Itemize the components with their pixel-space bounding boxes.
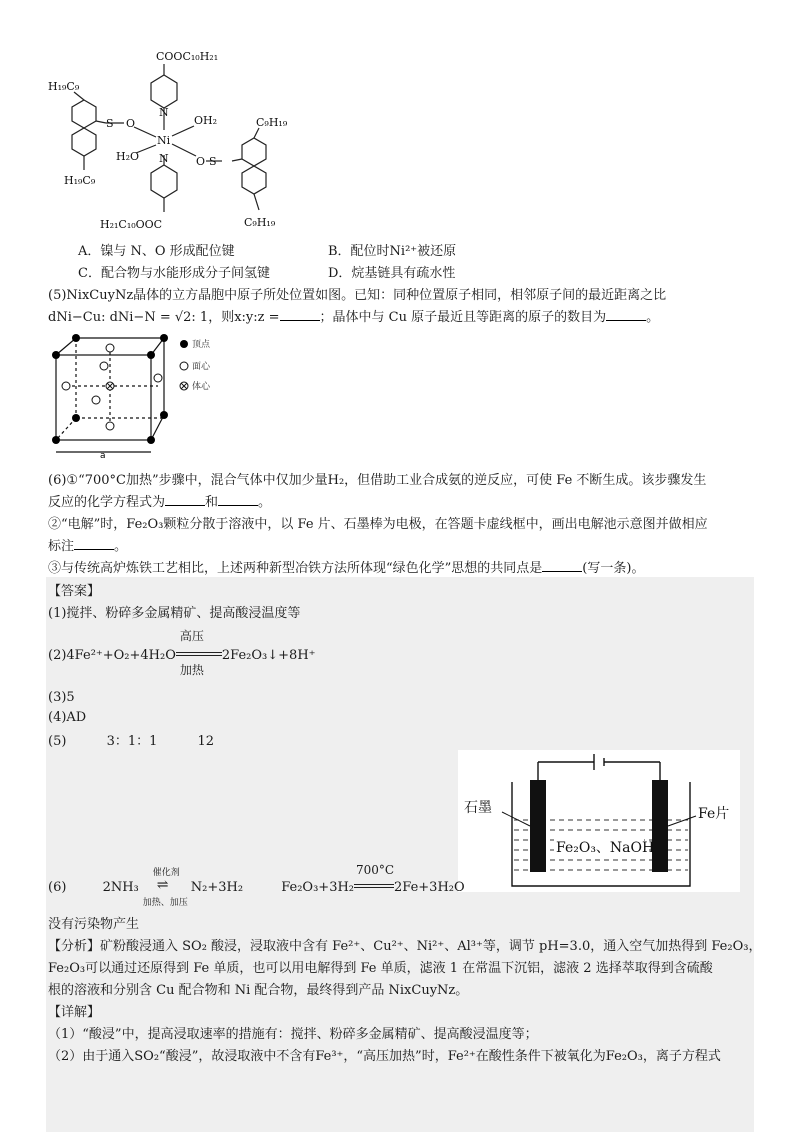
option-b: B．配位时Ni²⁺被还原	[328, 244, 457, 259]
label-bottom-ester: H₂₁C₁₀OOC	[100, 218, 163, 231]
label-h2o: H₂O	[116, 150, 140, 163]
detail-header: 【详解】	[48, 1005, 101, 1020]
q5-blank-count	[606, 308, 646, 321]
q6-label: 标注	[48, 539, 75, 554]
answer-6-eq1-cond-bottom: 加热、加压	[142, 897, 188, 908]
q5-line1: (5)NixCuyNz晶体的立方晶胞中原子所处位置如图。已知：同种位置原子相同，相邻原子间的最近距离之比	[48, 288, 667, 303]
answer-6-num: (6)	[48, 880, 67, 895]
q6-line1: (6)①“700°C加热”步骤中，混合气体中仅加少量H₂，但借助工业合成氨的逆反应，可使 Fe 不断生成。该步骤发生	[48, 473, 707, 488]
answer-green: 没有污染物产生	[48, 917, 140, 932]
label-tl: H₁₉C₉	[48, 80, 80, 93]
q6-line4	[48, 535, 127, 554]
unit-cell-diagram	[44, 330, 244, 460]
answer-6-eq2-left: Fe₂O₃+3H₂	[281, 880, 355, 895]
q6-line5	[48, 557, 644, 576]
cell-solution-label: Fe₂O₃、NaOH	[556, 840, 655, 856]
answer-2-cond-top: 高压	[179, 628, 204, 643]
analysis-line3: 根的溶液和分别含 Cu 配合物和 Ni 配合物，最终得到产品 NixCuyNz。	[48, 983, 469, 998]
answer-2-right: 2Fe₂O₃↓+8H⁺	[221, 648, 316, 663]
detail-2: （2）由于通入SO₂“酸浸”，故浸取液中不含有Fe³⁺，“高压加热”时，Fe²⁺在酸性条件下被氧化为Fe₂O₃，离子方程式	[48, 1049, 721, 1064]
q6-end3: (写一条)。	[582, 561, 645, 576]
option-c: C．配合物与水能形成分子间氢键	[78, 266, 270, 281]
label-tr: C₉H₁₉	[256, 116, 288, 129]
electrolysis-cell-diagram	[458, 750, 740, 892]
answer-5	[48, 730, 214, 749]
answer-header: 【答案】	[48, 584, 101, 599]
label-o-right: O	[196, 155, 206, 168]
label-s-right: S	[209, 155, 217, 168]
answer-5-ratio: 3：1：1	[106, 734, 158, 749]
q5-ratio-text: dNi−Cu: dNi−N = √2: 1，则x:y:z =	[48, 310, 280, 325]
q6-green-text: ③与传统高炉炼铁工艺相比，上述两种新型冶铁方法所体现“绿色化学”思想的共同点是	[48, 561, 543, 576]
analysis-line2: Fe₂O₃可以通过还原得到 Fe 单质，也可以用电解得到 Fe 单质，滤液 1 在常温下沉铝，滤液 2 选择萃取得到含硫酸	[48, 961, 713, 976]
q6-blank-3	[74, 537, 114, 550]
cell-graphite-label: 石墨	[464, 800, 492, 816]
label-br: C₉H₁₉	[244, 216, 276, 229]
answer-6	[48, 862, 465, 908]
answer-6-eq1-left: 2NH₃	[102, 880, 139, 895]
q5-blank-ratio	[280, 308, 320, 321]
answer-5-num: (5)	[48, 734, 67, 749]
detail-1: （1）“酸浸”中，提高浸取速率的措施有：搅拌、粉碎多金属精矿、提高酸浸温度等；	[48, 1027, 538, 1042]
q6-end2: 。	[114, 539, 128, 554]
q6-blank-4	[542, 559, 582, 572]
option-d: D．烷基链具有疏水性	[328, 266, 456, 281]
answer-1: (1)搅拌、粉碎多金属精矿、提高酸浸温度等	[48, 606, 301, 621]
answer-6-eq1-right: N₂+3H₂	[190, 880, 244, 895]
q6-and: 和	[205, 495, 219, 510]
legend-body: 体心	[192, 382, 211, 392]
q6-eq-text: 反应的化学方程式为	[48, 495, 166, 510]
option-a: A．镍与 N、O 形成配位键	[78, 244, 235, 259]
analysis-line1: 【分析】矿粉酸浸通入 SO₂ 酸浸，浸取液中含有 Fe²⁺、Cu²⁺、Ni²⁺、Al³⁺等，调节 pH=3.0，通入空气加热得到 Fe₂O₃，	[48, 939, 762, 954]
q5-line2	[48, 306, 659, 325]
answer-6-eq2-arrow	[354, 862, 395, 895]
answer-2-cond-bottom: 加热	[179, 662, 204, 677]
nickel-complex-structure	[44, 40, 304, 240]
label-s-left: S	[106, 117, 114, 130]
q6-blank-1	[165, 493, 205, 506]
answer-6-eq1-arrow: 催化剂 ⇌ 加热、加压	[143, 881, 187, 895]
answer-6-eq2-right: 2Fe+3H₂O	[394, 880, 465, 895]
answer-2	[48, 628, 316, 677]
cell-fe-label: Fe片	[698, 806, 730, 822]
label-n-bottom: N	[159, 152, 169, 165]
legend-face: 面心	[192, 362, 211, 372]
answer-5-count: 12	[197, 734, 215, 749]
q6-line3: ②“电解”时，Fe₂O₃颗粒分散于溶液中，以 Fe 片、石墨棒为电极，在答题卡虚线框中，画出电解池示意图并做相应	[48, 517, 708, 532]
label-ni: Ni	[157, 134, 171, 147]
label-n-top: N	[159, 106, 169, 119]
answer-2-arrow	[176, 628, 222, 677]
answer-4: (4)AD	[48, 710, 87, 725]
q6-end: 。	[258, 495, 272, 510]
label-oh2: OH₂	[194, 114, 218, 127]
q6-line2	[48, 491, 271, 510]
cube-edge-label: a	[100, 451, 106, 460]
answer-3: (3)5	[48, 690, 75, 705]
q5-count-text: ；晶体中与 Cu 原子最近且等距离的原子的数目为	[319, 310, 607, 325]
label-top-ester: COOC₁₀H₂₁	[156, 50, 219, 63]
answer-6-eq1-cond-top: 催化剂	[152, 867, 180, 878]
label-bl: H₁₉C₉	[64, 174, 96, 187]
q6-blank-2	[218, 493, 258, 506]
answer-6-eq2-cond-top: 700°C	[356, 862, 395, 877]
q5-end: 。	[646, 310, 660, 325]
answer-2-left: (2)4Fe²⁺+O₂+4H₂O	[48, 648, 176, 663]
label-o-left: O	[126, 117, 136, 130]
legend-vertex: 顶点	[192, 340, 211, 350]
